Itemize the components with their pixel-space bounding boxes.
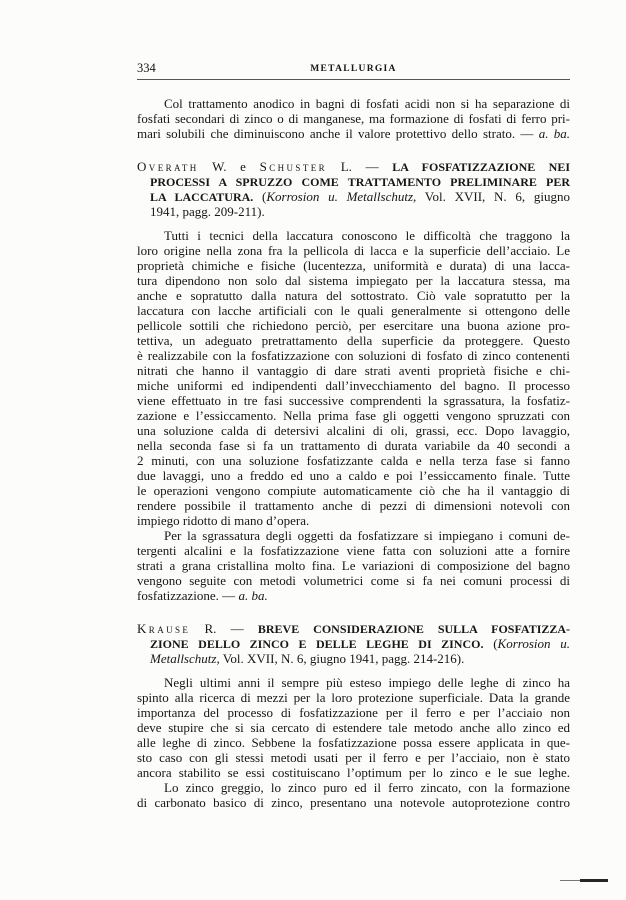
source-details: 1941, pagg. 209-211). xyxy=(150,204,265,219)
author-surname: Overath xyxy=(137,159,199,174)
source-paren: ( xyxy=(262,189,267,204)
article-title: LA FOSFATIZZAZIONE NEI xyxy=(392,160,570,174)
text-line: deve stupire che si sia cercato di estendere tale metodo anche allo zinco ed xyxy=(137,720,570,735)
text-line: viene effettuato in tre fasi successive comprendenti la sgrassatura, la fosfatiz- xyxy=(137,393,570,408)
text-line: di carbonato basico di zinco, presentano una notevole autoprotezione contro xyxy=(137,795,570,810)
abstractor-signature: a. ba. xyxy=(538,126,571,141)
text-line: vengono seguite con metodi volumetrici come si fa nei comuni processi di xyxy=(137,573,570,588)
text-line: loro origine nella zona fra la pellicola di lacca e la superficie dell’acciaio. Le xyxy=(137,243,570,258)
header-rule xyxy=(137,79,570,80)
text-line: laccatura con lacche artificiali con le quali generalmente si ottengono delle xyxy=(137,303,570,318)
author-initial: W. xyxy=(212,159,227,174)
source-details: , Vol. XVII, N. 6, giugno 1941, pagg. 214-216). xyxy=(216,651,465,666)
text-line: Per la sgrassatura degli oggetti da fosfatizzare si impiegano i comuni de- xyxy=(164,528,570,543)
article-title: LA LACCATURA. xyxy=(150,190,254,204)
text-line: miche uniformi ed indipendenti dall’invecchiamento del bagno. Il processo xyxy=(137,378,570,393)
text-segment: mari solubili che diminuiscono anche il valore protettivo dello strato. — xyxy=(137,126,534,141)
text-line: una soluzione calda di detersivi alcalini di oli, grassi, ecc. Dopo lavaggio, xyxy=(137,423,570,438)
author-initial: R. xyxy=(204,621,217,636)
text-line: Col trattamento anodico in bagni di fosfati acidi non si ha separazione di xyxy=(164,96,570,111)
abstract-paragraph xyxy=(137,228,570,528)
text-line: fosfati secondari di zinco o di manganese, ma formazione di fosfati di ferro pri- xyxy=(137,111,570,126)
author-initial: L. xyxy=(340,159,352,174)
heading-line xyxy=(137,651,570,666)
text-line: impiego ridotto di mano d’opera. xyxy=(137,513,310,528)
text-line: nitrati che hanno il vantaggio di dare strati aventi proprietà fisiche e chi- xyxy=(137,363,570,378)
abstract-paragraph xyxy=(137,528,570,603)
text-line: pellicole sottili che richiedono perciò, per esercitare una buona azione pro- xyxy=(137,318,570,333)
text-line: proprietà chimiche e fisiche (lucentezza, uniformità e durata) di una lacca- xyxy=(137,258,570,273)
print-mark-decoration xyxy=(580,879,608,882)
source-journal: Korrosion u. Metallschutz xyxy=(266,189,414,204)
journal-title: METALLURGIA xyxy=(310,64,397,74)
heading-line xyxy=(137,636,570,651)
abstractor-signature: a. ba. xyxy=(238,588,268,603)
heading-line xyxy=(137,159,570,174)
text-line: è realizzabile con la fosfatizzazione con soluzioni di fosfato di zinco contenenti xyxy=(137,348,570,363)
source-journal: Metallschutz xyxy=(150,651,217,666)
abstract-paragraph xyxy=(137,780,570,810)
text-line: anche e sopratutto dalla natura del sottostrato. Ciò vale sopratutto per la xyxy=(137,288,570,303)
heading-line xyxy=(137,621,570,636)
heading-line xyxy=(137,189,570,204)
text-line: spinto alla ricerca di mezzi per la loro protezione superficiale. Data la grande xyxy=(137,690,570,705)
text-line: ancora stabilito se essi costituiscano l’optimum per lo zinco e le sue leghe. xyxy=(137,765,570,780)
page-number: 334 xyxy=(137,61,156,75)
heading-dash: — xyxy=(230,621,244,636)
text-line: rendere possibile il trattamento anche di pezzi di dimensioni notevoli con xyxy=(137,498,570,513)
running-header xyxy=(137,61,570,76)
text-line: Lo zinco greggio, lo zinco puro ed il ferro zincato, con la formazione xyxy=(164,780,570,795)
text-line: 2 minuti, con una soluzione fosfatizzante calda e nella terza fase si fanno xyxy=(137,453,570,468)
print-mark-decoration xyxy=(560,880,580,881)
text-line: Negli ultimi anni il sempre più esteso impiego delle leghe di zinco ha xyxy=(164,675,570,690)
text-line: zazione e l’essiccamento. Nella prima fase gli oggetti vengono spruzzati con xyxy=(137,408,570,423)
text-column xyxy=(137,96,570,810)
article-title: PROCESSI A SPRUZZO COME TRATTAMENTO PRELIMINARE PER xyxy=(150,175,570,189)
abstract-paragraph xyxy=(137,675,570,780)
heading-dash: — xyxy=(365,159,379,174)
author-conjunction: e xyxy=(240,159,246,174)
text-line: tettiva, un adeguato pretrattamento della superficie da proteggere. Questo xyxy=(137,333,570,348)
text-line: tergenti alcalini e la fosfatizzazione viene fatta con soluzioni atte a fornire xyxy=(137,543,570,558)
text-segment: fosfatizzazione. — xyxy=(137,588,236,603)
text-line: due lavaggi, uno a freddo ed uno a caldo e poi l’essiccamento finale. Tutte xyxy=(137,468,570,483)
text-line xyxy=(137,588,570,603)
article-title: BREVE CONSIDERAZIONE SULLA FOSFATIZZA- xyxy=(257,622,571,636)
text-line xyxy=(137,126,570,141)
text-line: le operazioni vengono compiute automaticamente ciò che ha il vantaggio di xyxy=(137,483,570,498)
text-line: tura dipendono non solo dal sistema impiegato per la laccatura stessa, ma xyxy=(137,273,570,288)
text-line: alle leghe di zinco. Sebbene la fosfatizzazione possa essere applicata in que- xyxy=(137,735,570,750)
text-line: Tutti i tecnici della laccatura conoscono le difficoltà che traggono la xyxy=(164,228,570,243)
text-line: strati a grana cristallina molto fina. Le variazioni di composizione del bagno xyxy=(137,558,570,573)
source-paren: ( xyxy=(493,636,498,651)
author-surname: Schuster xyxy=(259,159,328,174)
continued-abstract xyxy=(137,96,570,141)
abstract-heading xyxy=(137,621,570,666)
text-line: importanza del processo di fosfatizzazione per il ferro e per l’acciaio non xyxy=(137,705,570,720)
text-line: sto caso con gli stessi metodi usati per il ferro e per l’acciaio, non è stato xyxy=(137,750,570,765)
abstract-heading xyxy=(137,159,570,219)
text-line: nella seconda fase si fa un trattamento di durata variabile da 40 secondi a xyxy=(137,438,570,453)
source-journal: Korrosion u. xyxy=(497,636,570,651)
article-title: ZIONE DELLO ZINCO E DELLE LEGHE DI ZINCO. xyxy=(150,637,484,651)
heading-line xyxy=(137,174,570,189)
author-surname: Krause xyxy=(137,621,191,636)
source-details: , Vol. XVII, N. 6, giugno xyxy=(413,189,571,204)
